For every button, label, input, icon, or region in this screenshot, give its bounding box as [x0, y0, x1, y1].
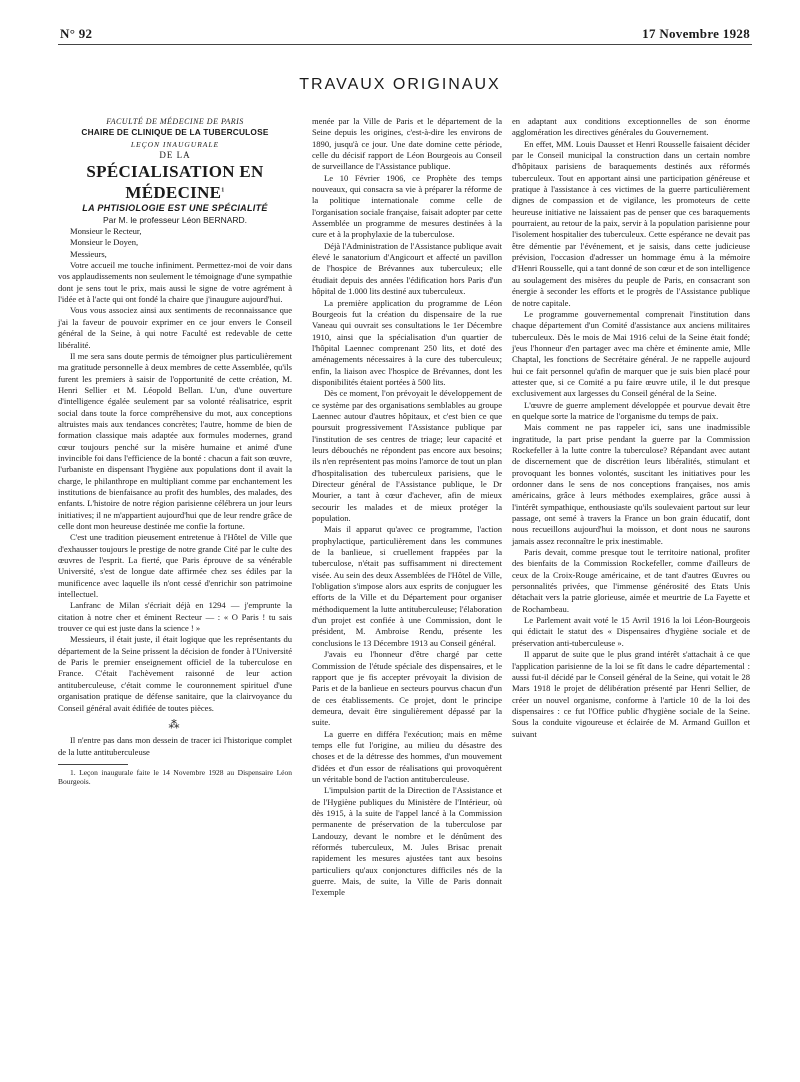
chair-label: CHAIRE DE CLINIQUE DE LA TUBERCULOSE	[81, 127, 269, 138]
article-subtitle: LA PHTISIOLOGIE EST UNE SPÉCIALITÉ	[82, 203, 268, 214]
paragraph: Mais il apparut qu'avec ce programme, l'action prophylactique, particulièrement dans les communes de la banlieue, si cruellement frappées par la tuberculose, n'était pas suffisamment ni directement visée. Au sein des deux Assemblées de l'Hôtel de Ville, l'obligation s'impose alors aux esprits de conjuguer les efforts de la Ville et du Département pour organiser méthodiquement la lutte antituberculeuse; l'élaboration d'un projet est confiée à une Commission, dont le président, M. Ambroise Rendu, présente les conclusions le 13 Décembre 1913 au Conseil général.	[312, 524, 502, 648]
paragraph: Mais comment ne pas rappeler ici, sans une inadmissible ingratitude, la part prise pendant la guerre par la Commission Rockefeller à la lutte contre la tuberculose? Répandant avec autant de discernement que de discrétion leurs libéralités, stimulant et provoquant les bonnes volontés, suscitant les initiatives pour les ordonner dans le sens de nos conceptions françaises, nos amis américains, grâce à leurs méthodes exemplaires, grâce aussi à l'intérêt sympathique, enthousiaste qu'ils soulevaient partout sur leur passage, ont semé à travers la France un bon grain éducatif, dont nous recueillons aujourd'hui la moisson, et dont nous ne saurons jamais assez reconnaître le prix inestimable.	[512, 422, 750, 546]
lecture-label: LEÇON INAUGURALE	[130, 139, 220, 149]
paragraph: menée par la Ville de Paris et le département de la Seine depuis les origines, c'est-à-dire les environs de 1890, jusqu'à ce jour. Une date domine cette période, celle du décisif rapport de Léon Bourgeois au Conseil de surveillance de l'Assistance publique.	[312, 116, 502, 172]
issue-date: 17 Novembre 1928	[642, 26, 750, 41]
footnote-rule	[58, 764, 128, 765]
paragraph: Il apparut de suite que le plus grand intérêt s'attachait à ce que l'application parisienne de la loi se fît dans le cadre départemental : aussi fut-il décidé par le Conseil général de la Seine, qui votait le 28 Mars 1918 le projet de délibération présenté par Henri Sellier, de créer un nouvel organisme, conforme à l'article 10 de la loi des dispensaires : ce fut l'Office public d'hygiène sociale de la Seine. Sous la conduite vigoureuse et éclairée de M. Armand Guillon et suivant	[512, 649, 750, 739]
paragraph: L'impulsion partit de la Direction de l'Assistance et de l'Hygiène publiques du Ministère de l'Intérieur, où dès 1915, à la suite de l'appel lancé à la Commission permanente de préservation de la tuberculose par Landouzy, devant le nombre et le dénûment des réformés tuberculeux, M. Jules Brisac prenait rapidement les mesures ajustées tant aux besoins particuliers qu'aux conjonctures difficiles nés de la guerre. Mais, de suite, la Ville de Paris donnait l'exemple	[312, 785, 502, 898]
paragraph: Vous vous associez ainsi aux sentiments de reconnaissance que j'ai la faveur de pouvoir exprimer en ce jour envers le Conseil général de la Seine, à qui notre Faculté est redevable de cette libéralité.	[58, 305, 292, 350]
paragraph: J'avais eu l'honneur d'être chargé par cette Commission de l'étude spéciale des dispensaires, et le rapport que je fis accepter prévoyait la division de Paris et de la banlieue en secteurs pourvus chacun d'un de ces établissements. Ce projet, dont le principe demeura, devait être singulièrement dépassé par la suite.	[312, 649, 502, 728]
footnote: 1. Leçon inaugurale faite le 14 Novembre 1928 au Dispensaire Léon Bourgeois.	[58, 767, 292, 787]
paragraph: Déjà l'Administration de l'Assistance publique avait élevé le sanatorium d'Angicourt et affecté un pavillon de l'hospice de Brévannes aux tuberculeux; elle étudiait depuis des années l'édification hors Paris d'un hôpital de 1.000 lits destiné aux tuberculeux.	[312, 240, 502, 297]
faculty-label: FACULTÉ DE MÉDECINE DE PARIS	[106, 117, 244, 126]
article-title-text: SPÉCIALISATION EN MÉDECINE	[86, 162, 264, 203]
paragraph: Le Parlement avait voté le 15 Avril 1916 la loi Léon-Bourgeois qui édictait le statut des « Dispensaires d'hygiène sociale et de préservation anti-tuberculeuse ».	[512, 615, 750, 648]
paragraph: Lanfranc de Milan s'écriait déjà en 1294 — j'emprunte la citation à notre cher et éminent Recteur — : « O Paris ! tu sais trouver ce qui est juste dans la science ! »	[58, 600, 292, 634]
column-2	[312, 116, 502, 899]
title-footnote-mark: 1	[221, 187, 225, 194]
paragraph: en adaptant aux conditions exceptionnelles de son énorme agglomération les directives générales du Gouvernement.	[512, 116, 750, 138]
paragraph: Il n'entre pas dans mon dessein de tracer ici l'historique complet de la lutte antituberculeuse	[58, 735, 292, 757]
column-1	[58, 116, 292, 787]
header-rule	[58, 44, 752, 45]
article-title	[58, 161, 292, 203]
paragraph: L'œuvre de guerre amplement développée et pourvue devait être en quelque sorte la matrice de l'organisme du temps de paix.	[512, 399, 750, 421]
salutation-line: Monsieur le Doyen,	[70, 237, 139, 248]
section-title: TRAVAUX ORIGINAUX	[299, 76, 501, 93]
article-author: Par M. le professeur Léon BERNARD.	[102, 214, 248, 225]
paragraph: La guerre en différa l'exécution; mais en même temps elle fut l'origine, au milieu du désastre des choses et de la détresse des hommes, d'un mouvement d'idées et d'un essor de réalisations qui provoquèrent un véritable bond de l'action antituberculeuse.	[312, 728, 502, 784]
title-prefix: DE LA	[159, 150, 191, 161]
salutation-line: Monsieur le Recteur,	[70, 226, 142, 237]
paragraph: C'est une tradition pieusement entretenue à l'Hôtel de Ville que d'exhausser toujours le prestige de notre grande Cité par le culte des œuvres de l'esprit. La fierté, que Paris éprouve de sa vénérable Université, s'est de longue date affirmée chez ses édiles par la munificence avec laquelle ils n'ont cessé d'enrichir son patrimoine intellectuel.	[58, 532, 292, 600]
paragraph: Dès ce moment, l'on prévoyait le développement de ce système par des organisations semblables au groupe Laennec autour d'autres hôpitaux, et c'est bien ce que poursuit progressivement l'Assistance publique par l'institution de ses centres de triage; leur capacité et leurs débouchés ne répondent pas encore aux besoins; ils n'en représentent pas moins l'amorce de tout un plan d'hospitalisation des tuberculeux parisiens, que le Directeur général de l'Assistance publique, le Dr Mourier, a tant à cœur d'achever, afin de mieux secourir les malades et de mieux protéger la population.	[312, 388, 502, 524]
issue-number: N° 92	[60, 26, 93, 41]
column-3	[512, 116, 750, 740]
paragraph: Messieurs, il était juste, il était logique que les représentants du département de la Seine prissent la décision de fonder à l'Université de Paris le premier enseignement officiel de la tuberculose en France. C'était l'achèvement raisonné de leur action antituberculeuse, c'était comme le couronnement spirituel d'une organisation pratique de défense sanitaire, que la clairvoyance du Conseil général avait édifiée de toutes pièces.	[58, 634, 292, 713]
paragraph: En effet, MM. Louis Dausset et Henri Rousselle faisaient décider par le Conseil municipal la construction dans un certain nombre d'hôpitaux parisiens de baraquements destinés aux réformés tuberculeux. Tout en apportant ainsi une participation généreuse et pratique à l'assistance à ces victimes de la guerre particulièrement dignes de compassion et de vigilance, les promoteurs de cette heureuse initiative ne laissaient pas de penser que ces baraquements pourraient, au retour de la paix, servir à la population parisienne pour l'isolement hospitalier des tuberculeux. Cette espérance ne devait pas être démentie par l'événement, et je saisis, dans cette judicieuse prévision, l'occasion d'adresser un hommage ému à la mémoire d'Henri Rousselle, qui a tant donné de son cœur et de son intelligence au soulagement des misères du peuple de Paris, en consacrant son énergie à seconder les efforts et le progrès de l'Assistance publique de notre capitale.	[512, 138, 750, 308]
salutation-line: Messieurs,	[70, 248, 107, 259]
paragraph: Il me sera sans doute permis de témoigner plus particulièrement ma gratitude personnelle à deux membres de cette Assemblée, qu'ils furent les premiers à saisir de l'opportunité de cette création, M. Henri Sellier et M. Léopold Bellan. L'un, d'une ouverture d'intelligence égalée seulement par sa volonté réalisatrice, esprit social dans toute la force compréhensive du mot, aux conceptions altruistes mais aux tendances concrètes; l'autre, homme de bien de formation classique mais adaptée aux formules modernes, grand cœur toujours penché sur la misère humaine et animé d'une invincible foi dans l'efficience de la bonté : chacun a fait son œuvre, l'urbaniste en dispensant l'hygiène aux populations dont il avait la charge, le philanthrope en multipliant comme par enchantement les institutions de bienfaisance au profit des humbles, des malades, des enfants. L'histoire de notre région parisienne célébrera un jour leurs initiatives; il ne m'appartient aujourd'hui que de leur rendre grâce de celle dont mon heureuse destinée me confie la fortune.	[58, 350, 292, 531]
paragraph: Votre accueil me touche infiniment. Permettez-moi de voir dans vos applaudissements non seulement le témoignage d'une sympathie dont je sens tout le prix, mais aussi le signe de votre agrément à l'idée et à l'acte qui ont fondé la chaire que j'inaugure aujourd'hui.	[58, 260, 292, 305]
paragraph: Le 10 Février 1906, ce Prophète des temps nouveaux, qui consacra sa vie à préparer la réforme de la politique internationale comme celle de l'organisation sociale française, faisait adopter par cette Assemblée un programme de mesures destinées à la cure et à la prophylaxie de la tuberculose.	[312, 172, 502, 240]
section-separator-stars: ⁂	[168, 718, 182, 731]
paragraph: La première application du programme de Léon Bourgeois fut la création du dispensaire de la rue Vaneau qui ouvrait ses consultations le 1er Décembre 1910, ainsi que la spécialisation d'un quartier de l'hôpital Laennec comprenant 250 lits, et doté des aménagements nécessaires à la cure des tuberculeux; enfin, la liaison avec l'hospice de Brévannes, dont les disponibilités étaient portées à 500 lits.	[312, 297, 502, 387]
paragraph: Le programme gouvernemental comprenait l'institution dans chaque département d'un Comité d'assistance aux anciens militaires tuberculeux. Dès le mois de Mai 1916 celui de la Seine était fondé; j'eus l'honneur d'en partager avec ma chère et éminente amie, Mlle Chaptal, les fonctions de Secrétaire général. Je ne rappelle aujourd hui ce fait personnel qu'afin de marquer que je suis bien placé pour attester que, si ce Comité a pu faire œuvre utile, il le dut presque exclusivement aux largesses du Conseil général de la Seine.	[512, 308, 750, 399]
paragraph: Paris devait, comme presque tout le territoire national, profiter des bienfaits de la Commission Rockefeller, comme d'ailleurs de ceux de la Croix-Rouge américaine, et de tant d'autres Œuvres ou personnalités privées, que l'immense générosité des Etats Unis détachait vers la patrie glorieuse, aimée et meurtrie de La Fayette et de Rochambeau.	[512, 547, 750, 614]
